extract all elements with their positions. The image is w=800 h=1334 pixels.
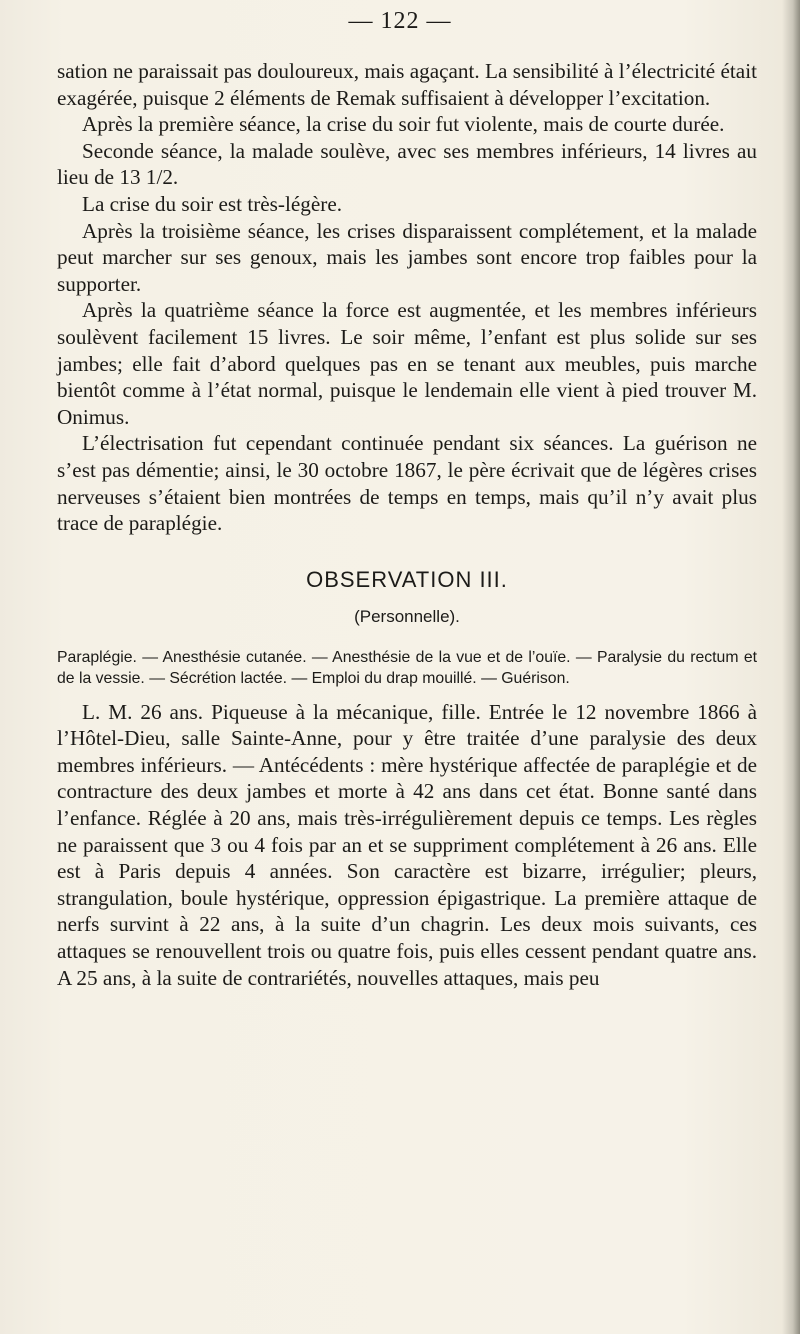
paragraph-first-session: Après la première séance, la crise du soir fut violente, mais de courte durée. [82, 112, 725, 137]
observation-subtitle: (Personnelle). [354, 606, 460, 626]
observation-title: OBSERVATION III. [306, 566, 508, 592]
page-edge-shadow [782, 0, 800, 1334]
paragraph-evening-crisis: La crise du soir est très-légère. [82, 191, 343, 216]
paragraph-fourth-session: Après la quatrième séance la force est augmentée, et les membres inférieurs soulèvent facilement 15 livres. Le soir même, l’enfant est plus solide sur ses jambes; elle fait d’abord quelques pas en se tenant aux meubles, puis marche bientôt comme à l’état normal, puisque le lendemain elle vient à pied trouver M. Onimus. [57, 298, 757, 429]
observation-summary: Paraplégie. — Anesthésie cutanée. — Anesthésie de la vue et de l’ouïe. — Paralysie du rectum et de la vessie. — Sécrétion lactée. — Emploi du drap mouillé. — Guérison. [57, 648, 757, 687]
page-content [57, 58, 757, 991]
paragraph-second-session: Seconde séance, la malade soulève, avec ses membres inférieurs, 14 livres au lieu de 13 1/2. [57, 138, 757, 190]
paragraph-continued-treatment: L’électrisation fut cependant continuée pendant six séances. La guérison ne s’est pas démentie; ainsi, le 30 octobre 1867, le père écrivait que de légères crises nerveuses s’étaient bien montrées de temps en temps, mais qu’il n’y avait plus trace de paraplégie. [57, 431, 757, 536]
paragraph-continuation: sation ne paraissait pas douloureux, mais agaçant. La sensibilité à l’électricité était exagérée, puisque 2 éléments de Remak suffisaient à développer l’excitation. [57, 59, 757, 110]
page-number-header: — 122 — [348, 8, 452, 34]
observation-case-text: L. M. 26 ans. Piqueuse à la mécanique, fille. Entrée le 12 novembre 1866 à l’Hôtel-Dieu, salle Sainte-Anne, pour y être traitée d’une paralysie des deux membres inférieurs. — Antécédents : mère hystérique affectée de paraplégie et de contracture des deux jambes et morte à 42 ans dans cet état. Bonne santé dans l’enfance. Réglée à 20 ans, mais très-irrégulièrement depuis ce temps. Les règles ne paraissent que 3 ou 4 fois par an et se suppriment complétement à 26 ans. Elle est à Paris depuis 4 années. Son caractère est bizarre, irrégulier; pleurs, strangulation, boule hystérique, oppression épigastrique. La première attaque de nerfs survint à 22 ans, à la suite d’un chagrin. Les deux mois suivants, ces attaques se renouvellent trois ou quatre fois, puis elles cessent pendant quatre ans. A 25 ans, à la suite de contrariétés, nouvelles attaques, mais peu [57, 699, 757, 990]
paragraph-third-session: Après la troisième séance, les crises disparaissent complétement, et la malade peut marcher sur ses genoux, mais les jambes sont encore trop faibles pour la supporter. [57, 218, 757, 296]
